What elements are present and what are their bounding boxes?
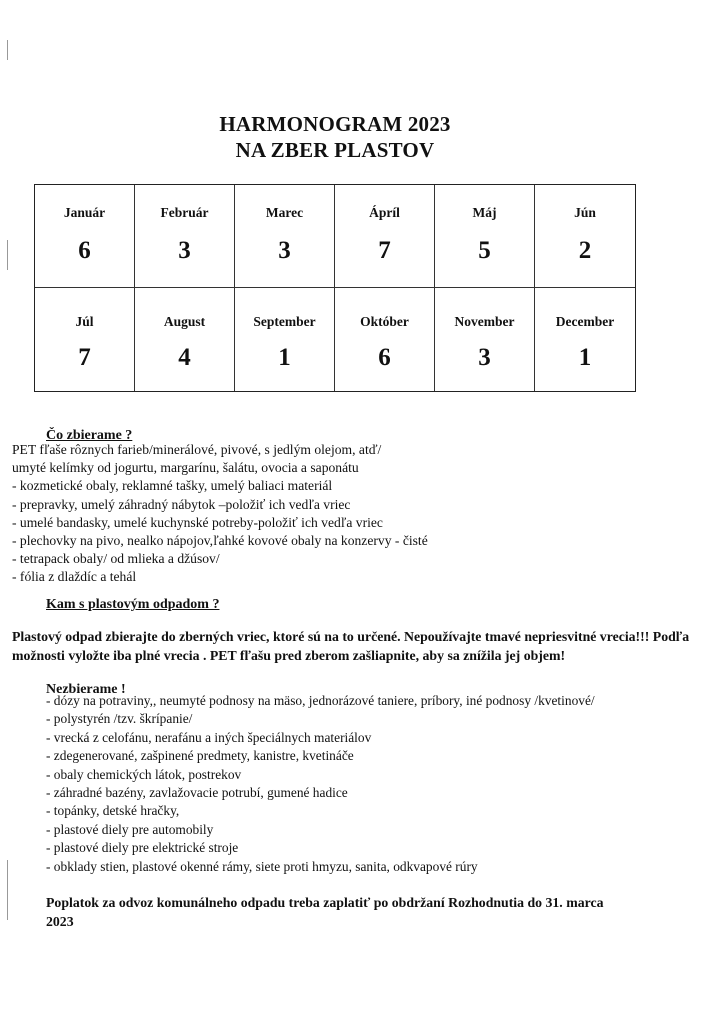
month-label: Október — [360, 314, 409, 329]
schedule-cell — [35, 288, 135, 391]
list-item: - umelé bandasky, umelé kuchynské potreby-položiť ich vedľa vriec — [12, 514, 383, 530]
page-title: HARMONOGRAM 2023 — [219, 112, 451, 136]
schedule-cell — [35, 185, 135, 288]
not-collect-heading: Nezbierame ! — [46, 682, 126, 697]
list-item: - polystyrén /tzv. škrípanie/ — [46, 711, 193, 727]
collection-day: 6 — [78, 237, 91, 264]
scan-mark — [7, 40, 8, 60]
list-item: - obklady stien, plastové okenné rámy, siete proti hmyzu, sanita, odkvapové rúry — [46, 858, 478, 874]
collection-day: 7 — [378, 237, 391, 264]
list-item: - tetrapack obaly/ od mlieka a džúsov/ — [12, 551, 220, 567]
month-label: Marec — [265, 205, 304, 220]
where-paragraph: Plastový odpad zbierajte do zberných vriec, ktoré sú na to určené. Nepoužívajte tmavé nepriesvitné vrecia!!! Podľa možnosti vyložte iba plné vrecia . PET fľašu pred zberom zašliapnite, aby sa znížila jej objem! — [12, 629, 690, 663]
schedule-cell — [435, 288, 535, 391]
page-subtitle: NA ZBER PLASTOV — [235, 138, 435, 162]
month-label: November — [454, 314, 515, 329]
schedule-cell — [435, 185, 535, 288]
not-collect-list — [46, 692, 646, 876]
schedule-table — [34, 184, 636, 392]
list-item: - zdegenerované, zašpinené predmety, kanistre, kvetináče — [46, 748, 354, 764]
schedule-cell — [535, 185, 635, 288]
month-label: Jún — [574, 205, 596, 220]
collection-day: 3 — [178, 237, 191, 264]
schedule-cell — [235, 288, 335, 391]
scan-mark — [7, 860, 8, 920]
collection-day: 2 — [578, 237, 592, 264]
list-item: - prepravky, umelý záhradný nábytok –položiť ich vedľa vriec — [12, 496, 351, 512]
collect-list — [12, 441, 428, 587]
schedule-cell — [535, 288, 635, 391]
list-item: - plechovky na pivo, nealko nápojov,ľahké kovové obaly na konzervy - čisté — [12, 532, 428, 548]
month-label: Február — [160, 205, 209, 220]
list-item: - dózy na potraviny,, neumyté podnosy na mäso, jednorázové taniere, príbory, iné podnosy /kvetinové/ — [46, 693, 595, 708]
collection-day: 7 — [78, 344, 91, 371]
list-item: - fólia z dlaždíc a tehál — [12, 569, 137, 585]
list-item: - plastové diely pre automobily — [46, 821, 214, 837]
list-item: - obaly chemických látok, postrekov — [46, 766, 242, 782]
schedule-cell — [335, 185, 435, 288]
list-item: - vrecká z celofánu, nerafánu a iných špeciálnych materiálov — [46, 729, 372, 745]
collection-day: 1 — [578, 344, 592, 371]
month-label: December — [555, 314, 615, 329]
list-item: umyté kelímky od jogurtu, margarínu, šalátu, ovocia a saponátu — [12, 460, 359, 476]
month-label: Ápríl — [369, 205, 400, 220]
collect-heading: Čo zbierame ? — [46, 428, 133, 443]
where-heading: Kam s plastovým odpadom ? — [46, 597, 220, 612]
collection-day: 6 — [378, 344, 391, 371]
month-label: Máj — [472, 205, 497, 220]
month-label: Január — [63, 205, 106, 220]
schedule-cell — [135, 185, 235, 288]
schedule-cell — [335, 288, 435, 391]
fee-notice: Poplatok za odvoz komunálneho odpadu treba zaplatiť po obdržaní Rozhodnutia do 31. marca 2023 — [46, 895, 604, 929]
month-label: September — [253, 314, 316, 329]
list-item: PET fľaše rôznych farieb/minerálové, pivové, s jedlým olejom, atď/ — [12, 442, 382, 457]
month-label: Júl — [75, 314, 94, 329]
schedule-cell — [235, 185, 335, 288]
list-item: - kozmetické obaly, reklamné tašky, umelý baliaci materiál — [12, 478, 333, 494]
scan-mark — [7, 240, 8, 270]
list-item: - plastové diely pre elektrické stroje — [46, 840, 239, 856]
collection-day: 3 — [278, 237, 291, 264]
list-item: - záhradné bazény, zavlažovacie potrubí, gumené hadice — [46, 785, 348, 801]
list-item: - topánky, detské hračky, — [46, 803, 180, 819]
collection-day: 4 — [178, 344, 191, 371]
collection-day: 5 — [478, 237, 491, 264]
month-label: August — [163, 314, 206, 329]
collection-day: 3 — [478, 344, 491, 371]
collection-day: 1 — [278, 344, 291, 371]
schedule-cell — [135, 288, 235, 391]
